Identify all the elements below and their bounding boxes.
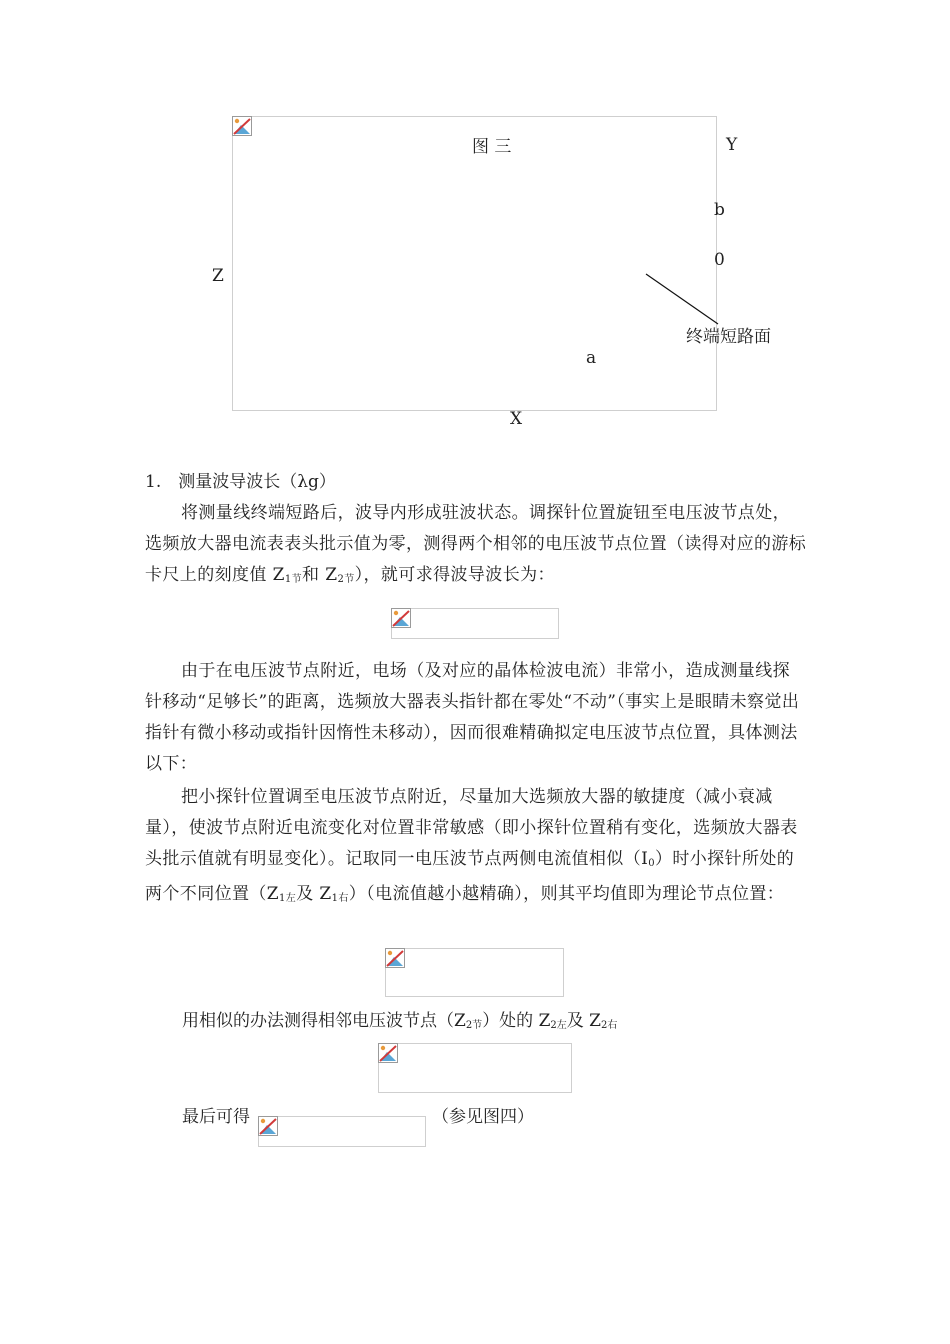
paragraph-5-prefix: 最后可得 xyxy=(182,1107,250,1127)
broken-image-icon xyxy=(391,608,411,628)
broken-image-icon xyxy=(232,116,252,136)
figure-title: 图 三 xyxy=(472,137,512,157)
broken-image-icon xyxy=(258,1116,278,1136)
equation-image xyxy=(258,1116,426,1147)
broken-image-icon xyxy=(385,948,405,968)
equation-image xyxy=(385,948,564,997)
p4-sub-right: 2右 xyxy=(601,1020,618,1031)
section-heading: 1. 测量波导波长（λg） xyxy=(145,472,336,492)
axis-label-z: Z xyxy=(212,266,224,286)
paragraph-3 xyxy=(145,782,807,914)
p1-tail: ），就可求得波导波长为： xyxy=(354,565,555,585)
equation-image xyxy=(391,608,559,639)
p3-i-sub: 0 xyxy=(648,858,655,869)
p3-tail: ）（电流值越小越精确），则其平均值即为理论节点位置： xyxy=(348,884,785,904)
label-zero: 0 xyxy=(714,250,725,270)
broken-image-icon xyxy=(378,1043,398,1063)
p1-z1: Z xyxy=(272,565,285,585)
paragraph-4 xyxy=(182,1010,617,1037)
p3-mid: ）时小探针所处的两个不同位置（Z xyxy=(145,849,795,904)
paragraph-2: 由于在电压波节点附近，电场（及对应的晶体检波电流）非常小，造成测量线探针移动“足够长”的距离，选频放大器表头指针都在零处“不动”（事实上是眼睛未察觉出指针有微小移动或指针因惰性未移动），因而很难精确拟定电压波节点位置，具体测法以下： xyxy=(145,661,800,774)
label-b: b xyxy=(714,200,725,220)
axis-label-y: Y xyxy=(726,135,738,155)
paragraph-5-suffix: （参见图四） xyxy=(432,1107,534,1127)
p3-sub-left: 1左 xyxy=(279,893,297,904)
p3-text: 把小探针位置调至电压波节点附近，尽量加大选频放大器的敏捷度（减小衰减量），使波节点附近电流变化对位置非常敏感（即小探针位置稍有变化，选频放大器表头批示值就有明显变化）。记取同一电压波节点两侧电流值相似（I xyxy=(145,787,798,869)
p1-text: 将测量线终端短路后，波导内形成驻波状态。调探针位置旋钮至电压波节点处，选频放大器电流表表头批示值为零，测得两个相邻的电压波节点位置（读得对应的游标卡尺上的刻度值 xyxy=(145,503,807,585)
paragraph-1 xyxy=(145,498,807,595)
axis-label-x: X xyxy=(510,409,523,429)
p4-and: 及 Z xyxy=(566,1011,601,1031)
annotation-leader-line xyxy=(640,270,730,330)
p4-mid: ）处的 Z xyxy=(482,1011,551,1031)
p4-text: 用相似的办法测得相邻电压波节点（Z xyxy=(182,1011,466,1031)
p4-sub-left: 2左 xyxy=(550,1020,567,1031)
p3-and: 及 Z xyxy=(296,884,332,904)
equation-image xyxy=(378,1043,572,1093)
label-a: a xyxy=(586,348,597,368)
p1-z2: Z xyxy=(325,565,338,585)
p3-sub-right: 1右 xyxy=(331,893,349,904)
figure-frame xyxy=(232,116,717,411)
p1-and: 和 xyxy=(302,565,326,585)
p1-sub1: 1节 xyxy=(284,574,302,585)
short-circuit-plane-label: 终端短路面 xyxy=(686,327,771,347)
p1-sub2: 2节 xyxy=(337,574,355,585)
p4-sub-node: 2节 xyxy=(465,1020,483,1031)
